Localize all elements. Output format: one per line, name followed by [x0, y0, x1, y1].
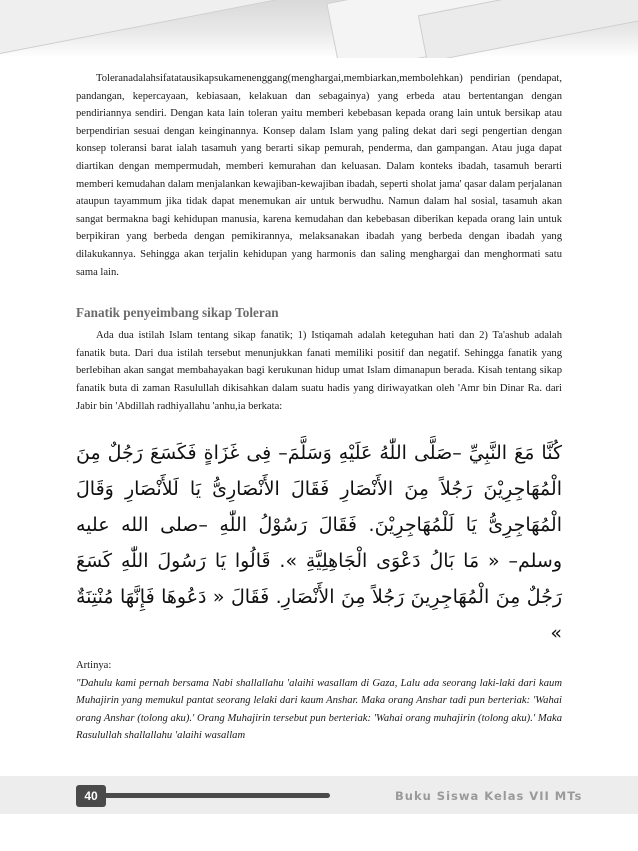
paper-sheet-graphic — [0, 0, 285, 56]
page-content — [76, 70, 562, 745]
section-heading: Fanatik penyeimbang sikap Toleran — [76, 305, 279, 321]
page-footer — [0, 776, 638, 816]
book-title: Buku Siswa Kelas VII MTs — [395, 789, 583, 803]
paragraph-toleran: Toleranadalahsifatatausikapsukamenenggang(menghargai,membiarkan,membolehkan) pendirian (pendapat, pandangan, kepercayaan, kebiasaan, kelakuan dan sebagainya) yang erbeda atau bertentangan dengan pendiriannya sendiri. Dengan kata lain toleran yaitu memberi kebebasan kepada orang lain untuk bersikap atau berpendirian sesuai dengan keinginannya. Konsep dalam Islam yang paling dekat dari segi pengertian dengan konsep toleransi barat ialah tasamuh yang berarti sikap pemurah, penderma, dan gampangan. Atau juga dapat diartikan dengan mempermudah, memberi kemurahan dan keluasan. Dalam konteks ibadah, tasamuh berarti memberi kemudahan dalam menjalankan kewajiban-kewajiban ibadah, seperti sholat jama' qasar dalam perjalanan ataupun tayammum jika tidak dapat menemukan air untuk berwudhu. Namun dalam hal sosial, tasamuh akan sangat bermakna bagi kehidupan manusia, karena kemudahan dan kebebasan diberikan kepada orang lain untuk berpikiran yang berbeda dengan pemikirannya, melaksanakan ibadah yang berbeda dengan ibadah yang dilakukannya. Sehingga akan terjalin kehidupan yang harmonis dan saling menghargai dan menghormati satu sama lain. — [76, 73, 562, 278]
hadith-translation: "Dahulu kami pernah bersama Nabi shallallahu 'alaihi wasallam di Gaza, Lalu ada seorang laki-laki dari kaum Muhajirin yang memukul pantat seorang lelaki dari kaum Anshar. Maka orang Anshar tadi pun berteriak: 'Wahai orang Anshar (tolong aku).' Orang Muhajirin tersebut pun berteriak: 'Wahai orang muhajirin (tolong aku).' Maka Rasulullah shallallahu 'alaihi wasallam — [76, 677, 562, 742]
artinya-label: Artinya: — [76, 660, 112, 672]
page-number: 40 — [76, 785, 106, 807]
arabic-hadith: كُنَّا مَعَ النَّبِيِّ –صَلَّى اللّٰهُ عَلَيْهِ وَسَلَّمَ– فِى غَزَاةٍ فَكَسَعَ رَجُلٌ مِنَ الْمُهَاجِرِيْنَ رَجُلاً مِنَ الأَنْصَارِ فَقَالَ الأَنْصَارِىُّ يَا لَلأَنْصَارِ وَقَالَ الْمُهَاجِرِىُّ يَا لَلْمُهَاجِرِيْنَ. فَقَالَ رَسُوْلُ اللّٰهِ –صلى الله عليه وسلم– « مَا بَالُ دَعْوَى الْجَاهِلِيَّةِ ». قَالُوا يَا رَسُولَ اللّٰهِ كَسَعَ رَجُلٌ مِنَ الْمُهَاجِرِينَ رَجُلاً مِنَ الأَنْصَارِ. فَقَالَ « دَعُوهَا فَإِنَّهَا مُنْتِنَةٌ » — [76, 442, 562, 645]
paragraph-fanatik: Ada dua istilah Islam tentang sikap fanatik; 1) Istiqamah adalah keteguhan hati dan 2) Ta'ashub adalah fanatik buta. Dari dua istilah tersebut menunjukkan fanati memiliki positif dan negatif. Sehingga fanatik yang berlebihan akan sangat membahayakan bagi kerukunan hidup umat Islam dimanapun berada. Kisah tentang sikap fanatik buta di zaman Rasulullah dikisahkan dalam suatu hadis yang diriwayatkan oleh 'Amr bin Dinar Ra. dari Jabir bin 'Abdillah radhiyallahu 'anhu,ia berkata: — [76, 330, 562, 412]
footer-divider — [104, 793, 330, 798]
header-decoration — [0, 0, 638, 58]
paper-sheet-graphic — [418, 0, 638, 58]
